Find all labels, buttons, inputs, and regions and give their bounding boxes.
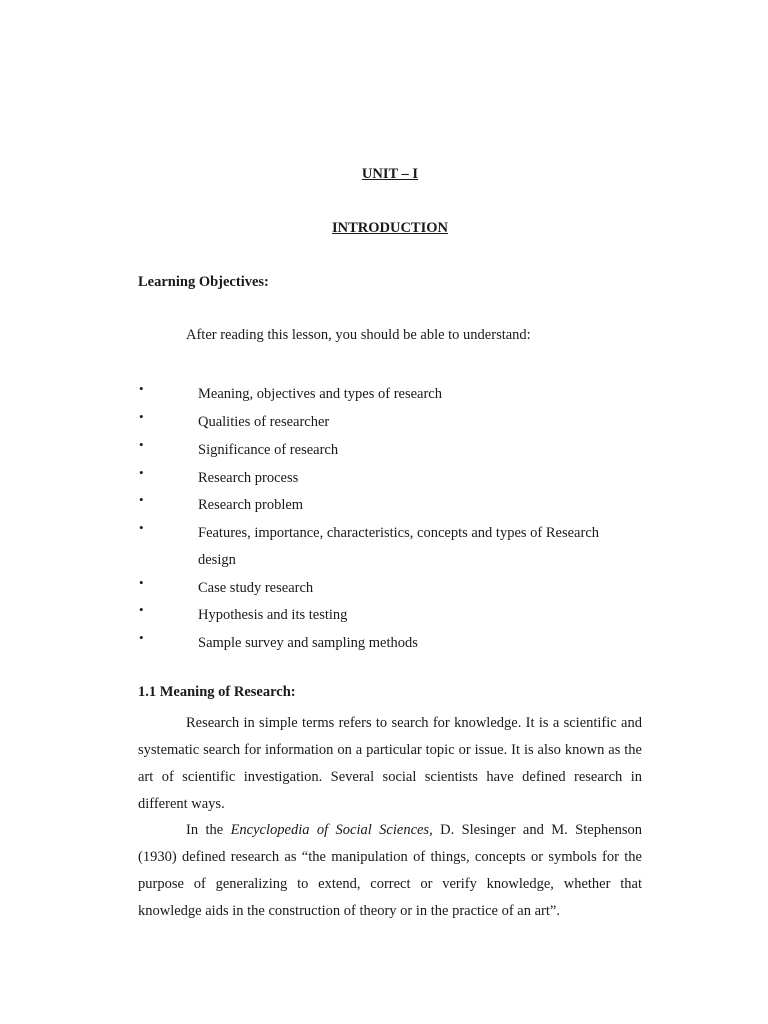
bullet-icon: •: [139, 630, 144, 645]
book-title: Encyclopedia of Social Sciences: [230, 822, 430, 838]
bullet-icon: •: [139, 492, 144, 507]
list-item-text: Meaning, objectives and types of research: [198, 386, 442, 402]
bullet-icon: •: [139, 602, 144, 617]
list-item-text: Sample survey and sampling methods: [198, 635, 418, 651]
paragraph-definition: [138, 817, 642, 925]
paragraph-text: Research in simple terms refers to search for knowledge. It is a scientific and systematic search for information on a particular topic or issue. It is also known as the art of scientific investigation. Several social scientists have defined research in different ways.: [138, 715, 642, 812]
list-item-text: Qualities of researcher: [198, 414, 330, 430]
bullet-icon: •: [139, 575, 144, 590]
learning-objectives-heading: Learning Objectives:: [138, 274, 269, 290]
objectives-intro: After reading this lesson, you should be able to understand:: [186, 327, 531, 343]
list-item-text: Case study research: [198, 580, 314, 596]
list-item-text: Research process: [198, 470, 299, 486]
paragraph-meaning: [138, 710, 642, 818]
unit-title: UNIT – I: [361, 166, 419, 182]
list-item-text: Significance of research: [198, 442, 339, 458]
bullet-icon: •: [139, 465, 144, 480]
bullet-icon: •: [139, 520, 144, 535]
list-item-text: Features, importance, characteristics, concepts and types of Research design: [198, 525, 600, 568]
paragraph-text-start: In the: [186, 822, 231, 838]
paragraph-text-end: , D. Slesinger and M. Stephenson (1930) defined research as “the manipulation of things, concepts or symbols for the purpose of generalizing to extend, correct or verify knowledge, whether that knowledge aids in the construction of theory or in the practice of an art”.: [138, 822, 643, 919]
list-item-text: Hypothesis and its testing: [198, 607, 348, 623]
bullet-icon: •: [139, 437, 144, 452]
chapter-title: INTRODUCTION: [331, 220, 448, 236]
bullet-icon: •: [139, 381, 144, 396]
section-heading: 1.1 Meaning of Research:: [138, 684, 296, 700]
list-item-text: Research problem: [198, 497, 304, 513]
bullet-icon: •: [139, 409, 144, 424]
